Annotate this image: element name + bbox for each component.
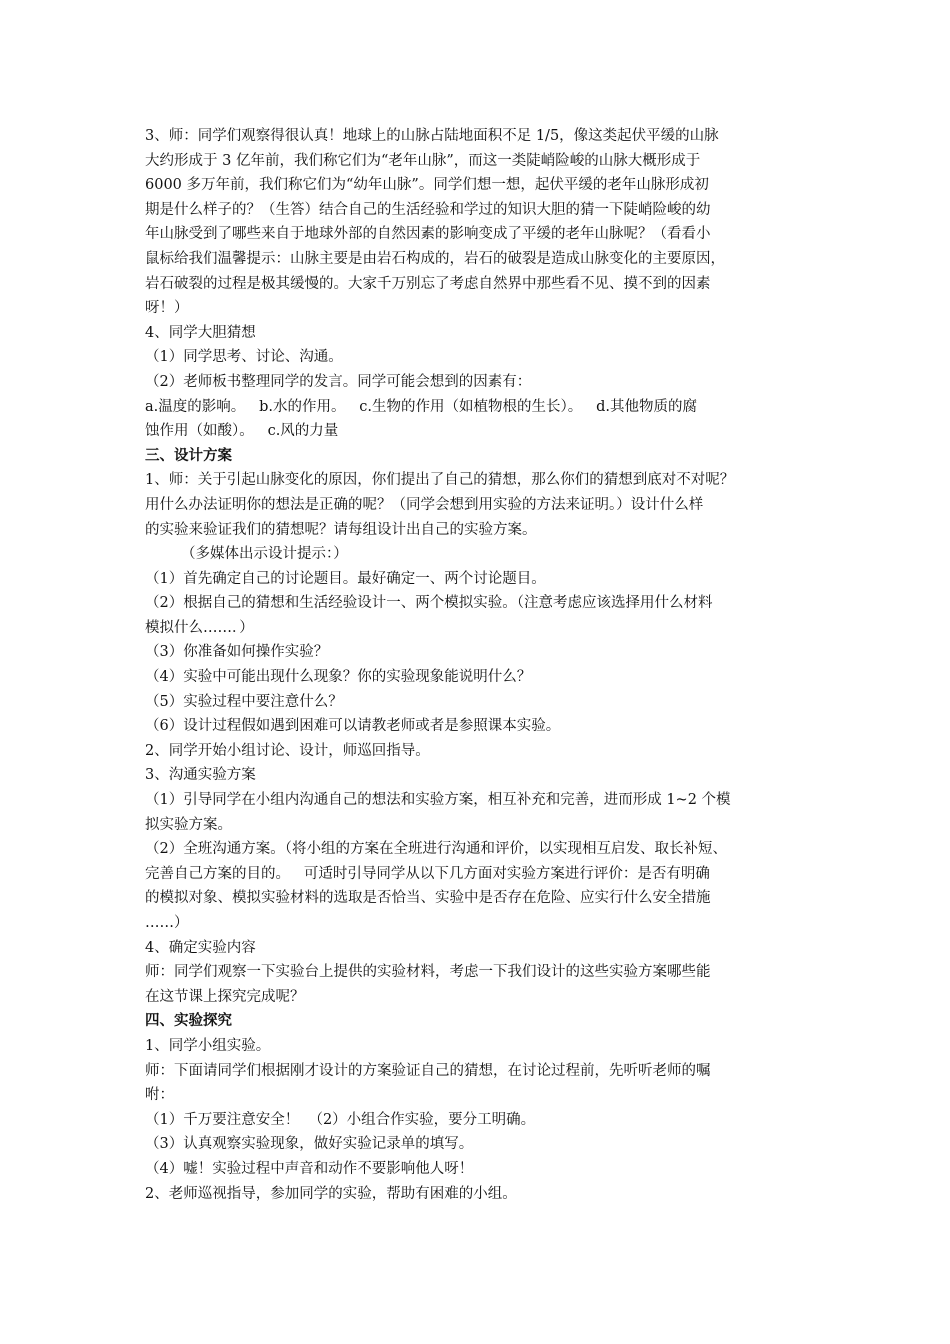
text-line: 6000 多万年前，我们称它们为“幼年山脉”。同学们想一想，起伏平缓的老年山脉形成初 <box>145 177 709 194</box>
text-line: （2）根据自己的猜想和生活经验设计一、两个模拟实验。（注意考虑应该选择用什么材料 <box>145 595 713 612</box>
text-line: 在这节课上探究完成呢？ <box>145 988 305 1005</box>
text-line: 3、师：同学们观察得很认真！地球上的山脉占陆地面积不足 1/5，像这类起伏平缓的山脉 <box>145 128 719 144</box>
text-line: 1、同学小组实验。 <box>145 1037 271 1054</box>
section-heading: 三、设计方案 <box>145 446 232 464</box>
text-line: （5）实验过程中要注意什么？ <box>145 693 343 710</box>
section-heading: 四、实验探究 <box>145 1012 232 1030</box>
text-line: 的实验来验证我们的猜想呢？请每组设计出自己的实验方案。 <box>145 521 537 538</box>
text-line: 咐： <box>145 1087 174 1104</box>
text-line: 拟实验方案。 <box>145 816 232 833</box>
text-line: 师：下面请同学们根据刚才设计的方案验证自己的猜想，在讨论过程前，先听听老师的嘱 <box>145 1062 711 1079</box>
text-line: 鼠标给我们温馨提示：山脉主要是由岩石构成的，岩石的破裂是造成山脉变化的主要原因， <box>145 250 725 267</box>
text-line: 的模拟对象、模拟实验材料的选取是否恰当、实验中是否存在危险、应实行什么安全措施 <box>145 890 711 907</box>
text-line: （3）你准备如何操作实验？ <box>145 644 329 661</box>
text-line: a.温度的影响。 b.水的作用。 c.生物的作用（如植物根的生长）。 d.其他物质的腐 <box>145 398 697 415</box>
text-line: 4、确定实验内容 <box>145 939 256 956</box>
text-line: 3、沟通实验方案 <box>145 767 256 784</box>
text-line: 师：同学们观察一下实验台上提供的实验材料，考虑一下我们设计的这些实验方案哪些能 <box>145 964 711 981</box>
text-line: （1）首先确定自己的讨论题目。最好确定一、两个讨论题目。 <box>145 570 546 587</box>
text-line: 1、师：关于引起山脉变化的原因，你们提出了自己的猜想，那么你们的猜想到底对不对呢？ <box>145 472 735 489</box>
text-line: （3）认真观察实验现象，做好实验记录单的填写。 <box>145 1136 474 1153</box>
text-line: （6）设计过程假如遇到困难可以请教老师或者是参照课本实验。 <box>145 718 561 735</box>
text-line: 完善自己方案的目的。 可适时引导同学从以下几方面对实验方案进行评价：是否有明确 <box>145 865 710 882</box>
text-line: （4）嘘！实验过程中声音和动作不要影响他人呀！ <box>145 1160 474 1177</box>
text-line: 岩石破裂的过程是极其缓慢的。大家千万别忘了考虑自然界中那些看不见、摸不到的因素 <box>145 275 711 292</box>
document-page <box>145 124 820 1206</box>
text-line: （多媒体出示设计提示：） <box>181 546 348 563</box>
text-line: （1）同学思考、讨论、沟通。 <box>145 349 343 366</box>
text-line: 年山脉受到了哪些来自于地球外部的自然因素的影响变成了平缓的老年山脉呢？（看看小 <box>145 226 711 243</box>
text-line: 2、同学开始小组讨论、设计，师巡回指导。 <box>145 742 430 759</box>
text-line: （1）引导同学在小组内沟通自己的想法和实验方案，相互补充和完善，进而形成 1~2 个模 <box>145 792 731 809</box>
text-line: 4、同学大胆猜想 <box>145 324 256 341</box>
text-line: 呀！） <box>145 300 189 317</box>
text-line: 模拟什么……．） <box>145 619 254 636</box>
text-line: （2）全班沟通方案。（将小组的方案在全班进行沟通和评价，以实现相互启发、取长补短、 <box>145 841 727 858</box>
text-line: 蚀作用（如酸）。 c.风的力量 <box>145 423 339 440</box>
text-line: ……） <box>145 915 189 931</box>
text-line: （1）千万要注意安全！ （2）小组合作实验，要分工明确。 <box>145 1111 536 1128</box>
text-line: 2、老师巡视指导，参加同学的实验，帮助有困难的小组。 <box>145 1185 517 1202</box>
text-line: 期是什么样子的？（生答）结合自己的生活经验和学过的知识大胆的猜一下陡峭险峻的幼 <box>145 201 711 218</box>
text-line: （2）老师板书整理同学的发言。同学可能会想到的因素有： <box>145 373 532 390</box>
text-line: 大约形成于 3 亿年前，我们称它们为“老年山脉”，而这一类陡峭险峻的山脉大概形成于 <box>145 152 701 169</box>
text-line: （4）实验中可能出现什么现象？你的实验现象能说明什么？ <box>145 669 532 686</box>
text-line: 用什么办法证明你的想法是正确的呢？（同学会想到用实验的方法来证明。）设计什么样 <box>145 496 704 513</box>
